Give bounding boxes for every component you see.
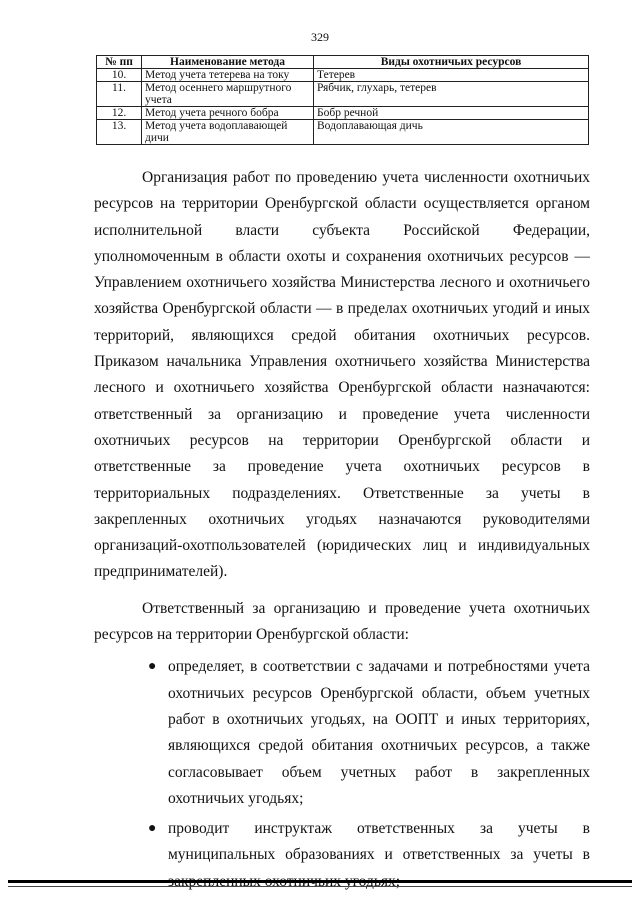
list-item-text: определяет, в соответствии с задачами и потребностями учета охотничьих ресурсов Оренбургской области, объем учетных работ в охотничьих угодьях, на ООПТ и иных территориях, являющихся средой обитания охотничьих ресурсов, а также согласовывает объем учетных работ в закрепленных охотничьих угодьях;	[168, 658, 590, 807]
row-species: Бобр речной	[314, 107, 589, 120]
row-species: Рябчик, глухарь, тетерев	[314, 82, 589, 107]
paragraph-responsible: Ответственный за организацию и проведение учета охотничьих ресурсов на территории Оренбургской области:	[94, 599, 590, 644]
table-row	[97, 69, 589, 82]
row-method: Метод учета тетерева на току	[142, 69, 314, 82]
list-item	[148, 816, 590, 895]
row-method: Метод учета речного бобра	[142, 107, 314, 120]
list-item	[148, 654, 590, 812]
row-species: Водоплавающая дичь	[314, 120, 589, 145]
body-text	[94, 165, 590, 899]
footer-rule	[8, 880, 632, 883]
bullet-icon: ●	[148, 821, 157, 837]
list-item-text: проводит инструктаж ответственных за учеты в муниципальных образованиях и ответственных за учеты в	[168, 820, 590, 864]
paragraph-organization: Организация работ по проведению учета численности охотничьих ресурсов на территории Оренбургской области осуществляется органом исполнительной власти субъекта Российской Федерации, уполномоченным в области охоты и сохранения охотничьих ресурсов — Управлением охотничьего хозяйства Министерства лесного и охотничьего хозяйства Оренбургской области — в пределах охотничьих угодий и иных территорий, являющихся средой обитания охотничьих ресурсов. Приказом начальника Управления охотничьего хозяйства Министерства лесного и охотничьего хозяйства Оренбургской области назначаются: ответственный за организацию и проведение учета численности охотничьих ресурсов на территории Оренбургской области и ответственные за проведение учета охотничьих ресурсов в территориальных подразделениях. Ответственные за учеты в закрепленных охотничьих угодьях назначаются руководителями организаций-охотпользователей (юридических лиц и индивидуальных предпринимателей).	[94, 169, 590, 581]
column-header-method: Наименование метода	[142, 56, 314, 69]
bullet-icon: ●	[148, 659, 157, 675]
row-number: 11.	[97, 82, 142, 107]
footer-rule-thin	[8, 886, 632, 887]
table-header-row	[97, 56, 589, 69]
table-row	[97, 120, 589, 145]
row-number: 10.	[97, 69, 142, 82]
table-row	[97, 107, 589, 120]
methods-table	[96, 55, 589, 145]
row-number: 12.	[97, 107, 142, 120]
responsibilities-list	[94, 654, 590, 895]
column-header-number: № пп	[97, 56, 142, 69]
column-header-species: Виды охотничьих ресурсов	[314, 56, 589, 69]
row-method: Метод учета водоплавающей дичи	[142, 120, 314, 145]
row-species: Тетерев	[314, 69, 589, 82]
page-number: 329	[311, 30, 329, 44]
row-number: 13.	[97, 120, 142, 145]
table-row	[97, 82, 589, 107]
row-method: Метод осеннего маршрутного учета	[142, 82, 314, 107]
